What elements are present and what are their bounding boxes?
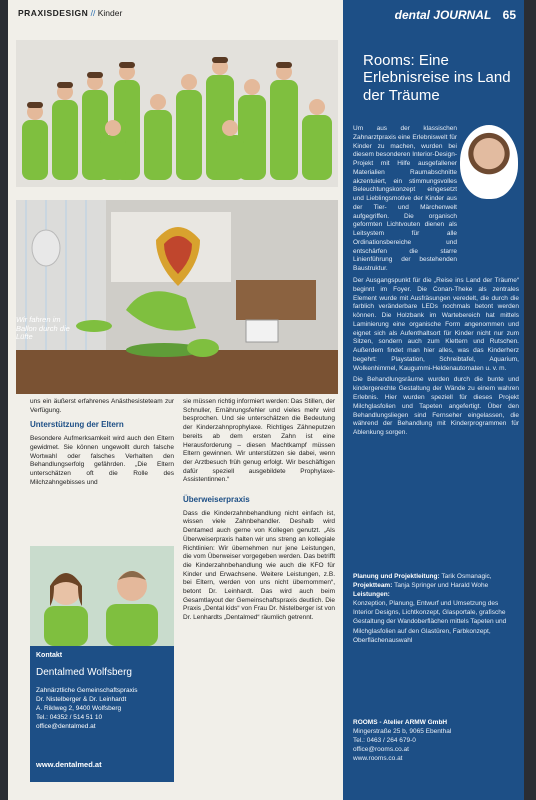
middle-p1: sie müssen richtig informiert werden: Das Stillen, der Schnuller, Ernährungsfehler und vieles mehr wird besprochen. Und sie unterschätzen die Bedeutung der Kinderzahnprophylaxe. Richtiges Zähneputzen bereits ab dem ersten Zahn ist eine Herausforderung – diesen Machtkampf müssen Eltern gewinnen. Wir unterstützen sie dabei, wenn der Arztbesuch früh genug erfolgt. Wir beschäftigen dafür speziell ausgebildete Prophylaxe-Assistentinnen.“ (183, 398, 335, 484)
company-address: Mingerstraße 25 b, 9065 Ebenthal (353, 728, 452, 736)
page-number: 65 (502, 8, 516, 22)
dentists-photo (30, 546, 174, 646)
project-credits (353, 572, 519, 645)
section-label: PRAXISDESIGN (18, 8, 89, 18)
room-caption: Wir fahren im Ballon durch die Lüfte (16, 315, 70, 342)
company-email: office@rooms.co.at (353, 746, 409, 754)
company-web: www.rooms.co.at (353, 755, 403, 763)
services-label: Leistungen: (353, 591, 390, 599)
journal-header (395, 8, 516, 22)
left-column (30, 398, 174, 490)
services-value: Konzeption, Planung, Entwurf und Umsetzung des Interior Designs, Lichtkonzept, Glasportale, grafische Gestaltung der Wandoberflächen mittels Tapeten und Milchglasfolien auf den Glastüren, Farbkonzept, Oberflächenauswahl (353, 600, 507, 644)
heading-eltern: Unterstützung der Eltern (30, 420, 124, 430)
heading-ueberweiser: Überweiserpraxis (183, 495, 250, 505)
contact-email: office@dentalmed.at (36, 723, 96, 731)
dentists-illustration (30, 546, 174, 646)
sidebar-p1: Um aus der klassischen Zahnarztpraxis eine Erlebniswelt für Kinder zu machen, wurden bei diesem besonderen Interior-Design-Projekt mit Hilfe ausgefallener Materialien Raumabschnitte akzentuiert, ein stimmungsvolles Beleuchtungskonzept eingesetzt und Lieblingsmotive der Kinder aus der Tier- und Märchenwelt aufgegriffen. Die organisch geformten Lichtvouten dienen als Leitsystem für alle Ordinationsbereiche und entschärfen die starre Linienführung der bestehenden Baustruktur. (353, 125, 457, 273)
team-photo (16, 40, 338, 187)
middle-column (183, 398, 335, 626)
section-separator: // (90, 8, 96, 18)
team-label: Projektteam: (353, 582, 393, 590)
contact-website: www.dentalmed.at (36, 760, 102, 769)
treatment-room-illustration (16, 200, 338, 394)
section-header (18, 8, 122, 18)
journal-name: dental JOURNAL (394, 8, 492, 22)
company-name: ROOMS - Atelier ARMW GmbH (353, 719, 448, 726)
subsection-label: Kinder (97, 8, 123, 18)
team-value: Tanja Springer und Harald Wohe (394, 582, 489, 590)
contact-line: Tel.: 04352 / 514 51 10 (36, 714, 103, 722)
contact-line: A. Riklweg 2, 9400 Wolfsberg (36, 705, 122, 713)
treatment-room-photo (16, 200, 338, 394)
sidebar-p2: Der Ausgangspunkt für die „Reise ins Land der Träume“ beginnt im Foyer. Die Conan-Theke als zentrales Element wurde mit Ausfräsungen veredelt, die durch die farblich veränderbare LEDs nochmals betont werden können. Die Holzbank im Wartebereich hat mittels Laminierung eine organische Form angenommen und eignet sich als Aufenthaltsort für Kinder nicht nur zum Sitzen, sondern auch zum Klettern und Rutschen. Außerdem findet man hier alles, was das Kinderherz begehrt: Playstation, Schreibtafel, Aquarium, Wolkenhimmel, Kaugummi-Heldenautomaten u. v. m. (353, 277, 519, 372)
contact-name: Dentalmed Wolfsberg (36, 667, 132, 678)
company-contact (353, 718, 519, 763)
planning-label: Planung und Projektleitung: (353, 573, 440, 580)
magazine-page (8, 0, 524, 800)
sidebar-title: Rooms: Eine Erlebnisreise ins Land der Träume (363, 52, 511, 104)
contact-lines (36, 686, 138, 731)
contact-line: Zahnärztliche Gemeinschaftspraxis (36, 687, 138, 694)
contact-box (30, 546, 174, 782)
company-phone: Tel.: 0463 / 264 679-0 (353, 737, 416, 745)
team-photo-illustration (16, 40, 338, 187)
contact-line: Dr. Nistelberger & Dr. Leinhardt (36, 696, 127, 704)
sidebar-p3: Die Behandlungsräume wurden durch die bunte und kindergerechte Gestaltung der Wände zu einem wahren Erlebnis. Hier wurden speziell für dieses Projekt Milchglasfolien und Tapeten angefertigt. Über den Behandlungsliegen sind Fernseher eingelassen, die während der Behandlung mit Kinderprogrammen für Ablenkung sorgen. (353, 376, 519, 437)
middle-p2: Dass die Kinderzahnbehandlung nicht einfach ist, wissen viele Zahnbehandler. Deshalb wird Dentamed auch gerne von Kollegen genutzt. „Als Überweiserpraxis halten wir uns streng an kollegiale Richtlinien: Wir übernehmen nur jene Leistungen, die vom Überweiser vorgegeben werden. Das betrifft die Kinderzahnbehandlung wie auch die KFO für Kinder und Erwachsene. Weitere Leistungen, z.B. bei Eltern, werden von uns nicht übernommen“, betont Dr. Leinhardt. Das wird auch beim Gesamtlayout der Gemeinschaftspraxis deutlich. Die Praxis „Dental kids“ von Frau Dr. Nistelberger ist von Dr. Lenhardts „Dentalmed“ räumlich getrennt. (183, 509, 335, 622)
left-body: Besondere Aufmerksamkeit wird auch den Eltern gewidmet. Sie können ungewollt durch falsche Wortwahl oder falsches Verhalten den Behandlungserfolg gefährden. „Die Eltern unterschätzen oft die Rolle des Milchzahngebisses und (30, 435, 174, 486)
planning-value: Tarik Osmanagic, (441, 573, 492, 580)
contact-label: Kontakt (36, 652, 63, 659)
left-intro: uns ein äußerst erfahrenes Anästhesisteteam zur Verfügung. (30, 398, 174, 414)
sidebar-text (353, 125, 519, 441)
